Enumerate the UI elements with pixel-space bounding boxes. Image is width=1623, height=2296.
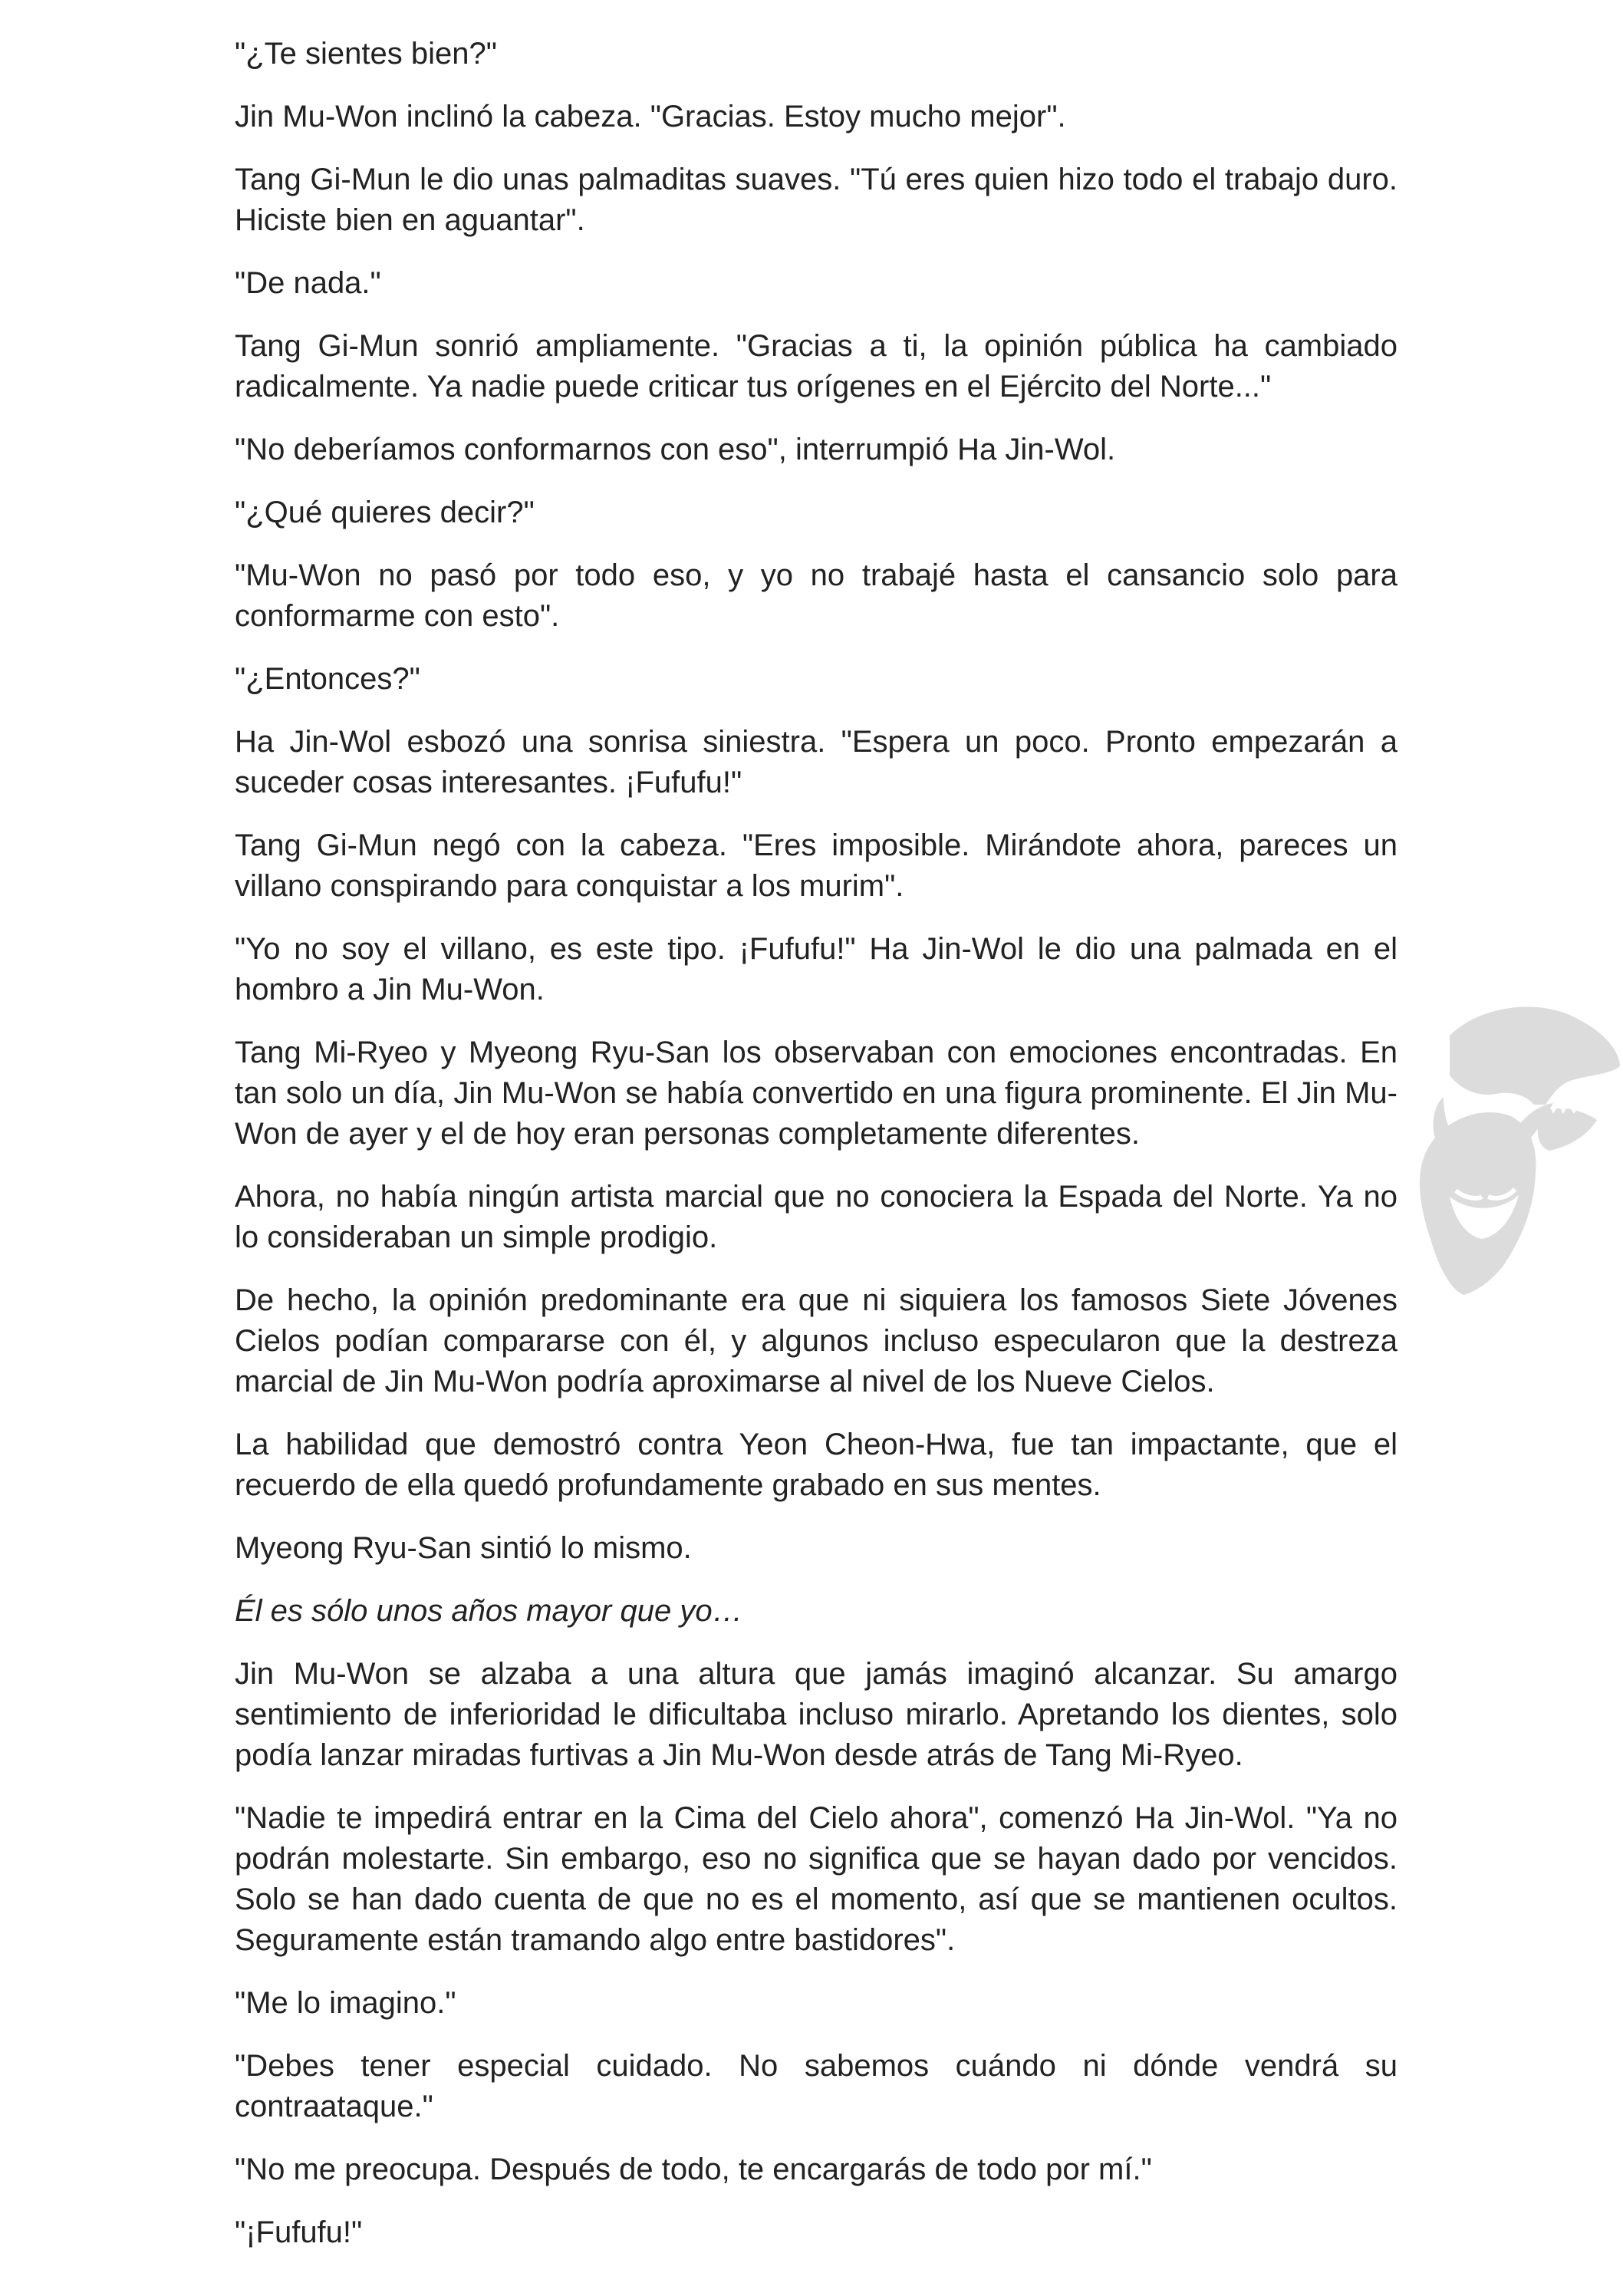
paragraph: "Nadie te impedirá entrar en la Cima del Cielo ahora", comenzó Ha Jin-Wol. "Ya no podrán molestarte. Sin embargo, eso no significa que se hayan dado por vencidos. Solo se han dado cuenta de que no es el momento, así que se mantienen ocultos. Seguramente están tramando algo entre bastidores". [235, 1801, 1397, 1957]
paragraph: "Yo no soy el villano, es este tipo. ¡Fufufu!" Ha Jin-Wol le dio una palmada en el hombro a Jin Mu-Won. [235, 932, 1397, 1006]
paragraph: De hecho, la opinión predominante era que ni siquiera los famosos Siete Jóvenes Cielos podían compararse con él, y algunos incluso especularon que la destreza marcial de Jin Mu-Won podría aproximarse al nivel de los Nueve Cielos. [235, 1283, 1397, 1398]
paragraph: Jin Mu-Won inclinó la cabeza. "Gracias. Estoy mucho mejor". [235, 100, 1066, 133]
dinosaur-head-and-hooded-figure-icon [1396, 990, 1623, 1296]
paragraph: Tang Gi-Mun negó con la cabeza. "Eres imposible. Mirándote ahora, pareces un villano conspirando para conquistar a los murim". [235, 828, 1397, 903]
paragraph: Tang Gi-Mun le dio unas palmaditas suaves. "Tú eres quien hizo todo el trabajo duro. Hiciste bien en aguantar". [235, 163, 1397, 237]
document-body [235, 34, 1397, 2275]
paragraph: "¡Fufufu!" [235, 2215, 363, 2249]
paragraph: Ahora, no había ningún artista marcial que no conociera la Espada del Norte. Ya no lo consideraban un simple prodigio. [235, 1180, 1397, 1254]
paragraph: "¿Qué quieres decir?" [235, 496, 535, 529]
paragraph: Jin Mu-Won se alzaba a una altura que jamás imaginó alcanzar. Su amargo sentimiento de inferioridad le dificultaba incluso mirarlo. Apretando los dientes, solo podía lanzar miradas furtivas a Jin Mu-Won desde atrás de Tang Mi-Ryeo. [235, 1657, 1397, 1772]
paragraph: "De nada." [235, 266, 381, 300]
paragraph: La habilidad que demostró contra Yeon Cheon-Hwa, fue tan impactante, que el recuerdo de ella quedó profundamente grabado en sus mentes. [235, 1428, 1397, 1502]
paragraph: "Me lo imagino." [235, 1986, 456, 2020]
paragraph: Tang Gi-Mun sonrió ampliamente. "Gracias a ti, la opinión pública ha cambiado radicalmente. Ya nadie puede criticar tus orígenes en el Ejército del Norte..." [235, 329, 1397, 404]
italic-thought-paragraph: Él es sólo unos años mayor que yo… [235, 1594, 743, 1628]
paragraph: "¿Te sientes bien?" [235, 37, 497, 71]
paragraph: "Debes tener especial cuidado. No sabemos cuándo ni dónde vendrá su contraataque." [235, 2049, 1397, 2123]
paragraph: Tang Mi-Ryeo y Myeong Ryu-San los observaban con emociones encontradas. En tan solo un día, Jin Mu-Won se había convertido en una figura prominente. El Jin Mu-Won de ayer y el de hoy eran personas completamente diferentes. [235, 1036, 1397, 1151]
paragraph: Ha Jin-Wol esbozó una sonrisa siniestra. "Espera un poco. Pronto empezarán a suceder cosas interesantes. ¡Fufufu!" [235, 725, 1397, 799]
paragraph: "No deberíamos conformarnos con eso", interrumpió Ha Jin-Wol. [235, 433, 1116, 466]
paragraph: "No me preocupa. Después de todo, te encargarás de todo por mí." [235, 2153, 1152, 2186]
paragraph: "Mu-Won no pasó por todo eso, y yo no trabajé hasta el cansancio solo para conformarme con esto". [235, 558, 1397, 633]
paragraph: Myeong Ryu-San sintió lo mismo. [235, 1531, 692, 1565]
paragraph: "¿Entonces?" [235, 662, 420, 696]
